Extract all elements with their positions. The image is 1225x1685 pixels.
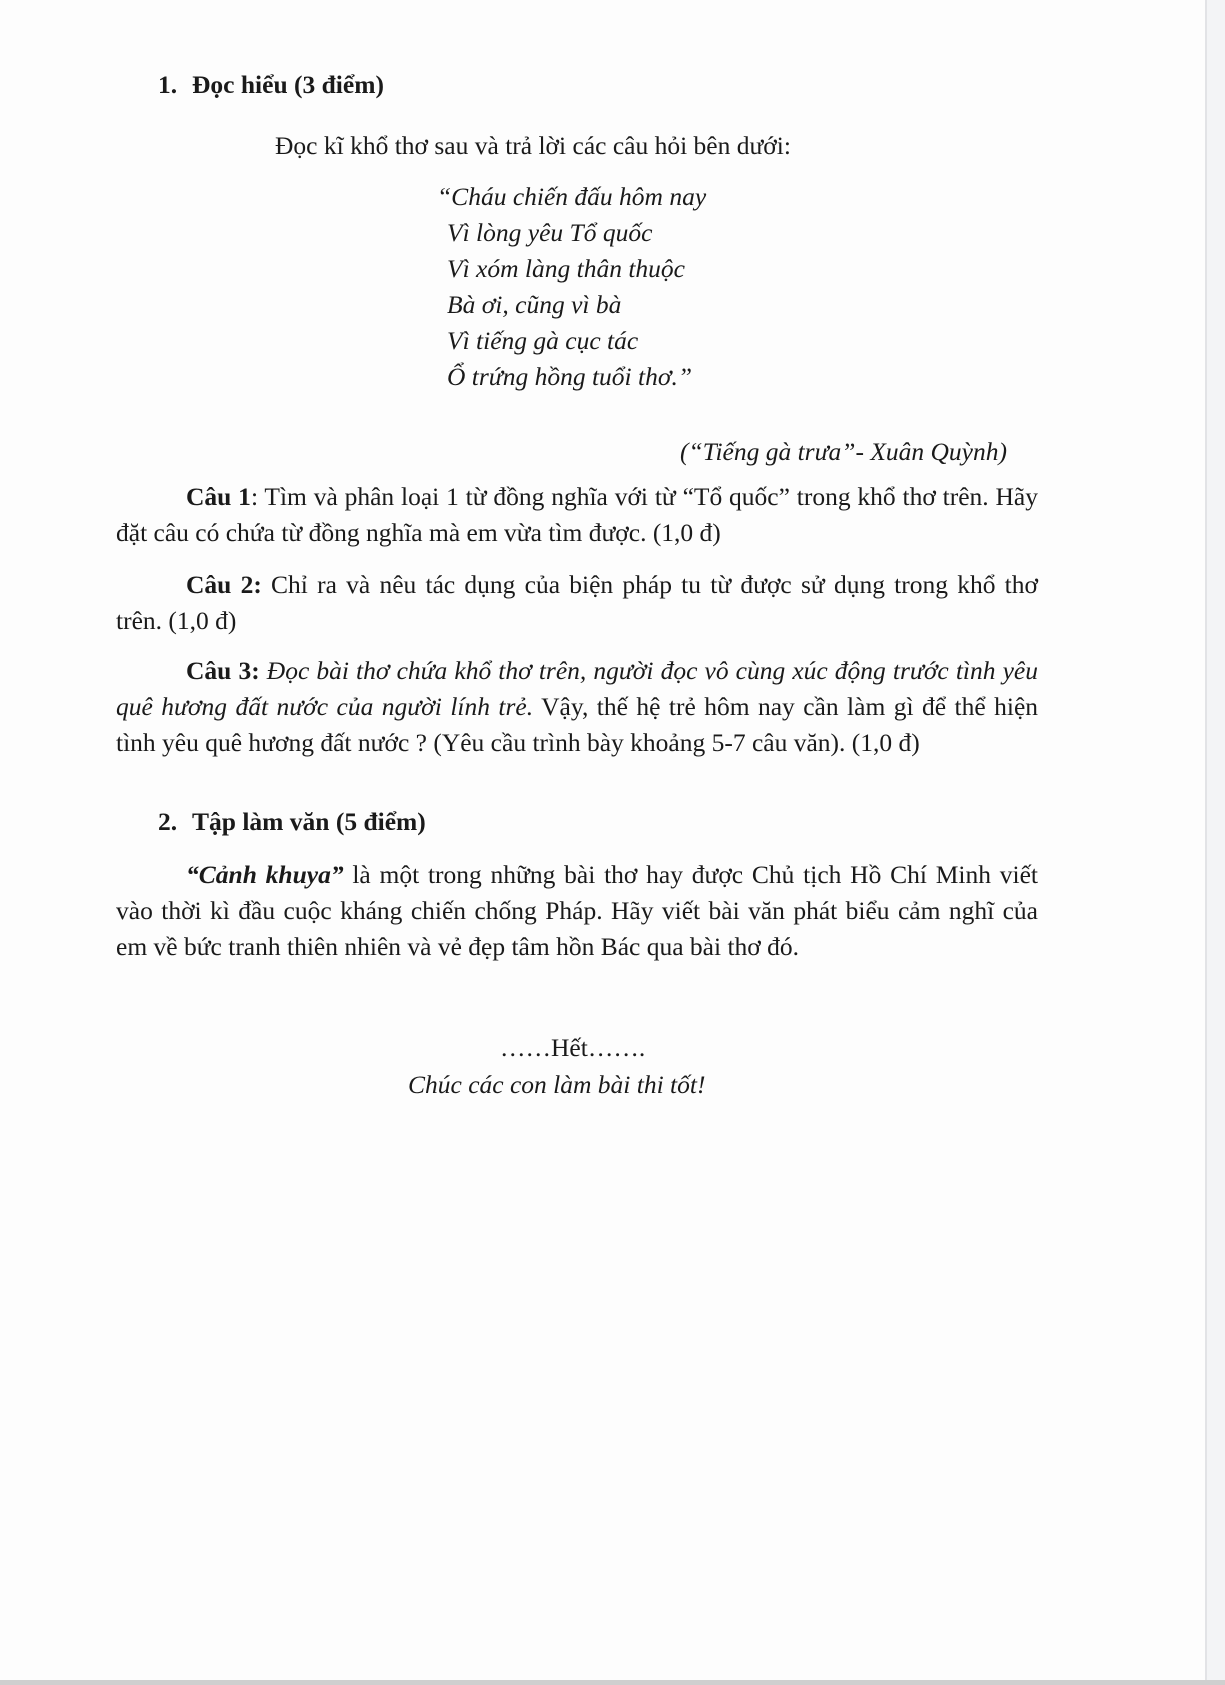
page-bottom-edge bbox=[0, 1680, 1225, 1685]
reading-instruction: Đọc kĩ khổ thơ sau và trả lời các câu hỏi bên dưới: bbox=[275, 131, 791, 160]
question-2-label: Câu 2: bbox=[186, 570, 262, 599]
poem-source: (“Tiếng gà trưa”- Xuân Quỳnh) bbox=[680, 437, 1007, 466]
section1-heading bbox=[158, 70, 384, 100]
question-1-text: : Tìm và phân loại 1 từ đồng nghĩa với từ “Tổ quốc” trong khổ thơ trên. Hãy đặt câu có chứa từ đồng nghĩa mà em vừa tìm được. (1,0 đ) bbox=[116, 482, 1038, 547]
section1-number: 1. bbox=[158, 70, 178, 99]
end-marker: ……Hết……. bbox=[500, 1033, 646, 1062]
question-2-text: Chỉ ra và nêu tác dụng của biện pháp tu từ được sử dụng trong khổ thơ trên. (1,0 đ) bbox=[116, 570, 1039, 635]
section2-title: Tập làm văn (5 điểm) bbox=[192, 807, 426, 836]
section1-title: Đọc hiểu (3 điểm) bbox=[192, 70, 384, 99]
question-3-text: Vậy, thế hệ trẻ hôm nay cần làm gì để thể hiện tình yêu quê hương đất nước ? (Yêu cầu trình bày khoảng 5-7 câu văn). (1,0 đ) bbox=[116, 691, 1039, 757]
question-3-italic: Đọc bài thơ chứa khổ thơ trên, người đọc vô cùng xúc động trước tình yêu quê hương đất nước của người lính trẻ. bbox=[116, 656, 1038, 721]
essay-prompt bbox=[116, 857, 1038, 964]
section2-number: 2. bbox=[158, 807, 178, 836]
question-1 bbox=[116, 479, 1038, 551]
closing-wish: Chúc các con làm bài thi tốt! bbox=[408, 1070, 706, 1099]
question-3-label: Câu 3: bbox=[186, 656, 260, 685]
poem-line-2: Vì lòng yêu Tổ quốc bbox=[447, 218, 653, 247]
essay-prompt-text: là một trong những bài thơ hay được Chủ tịch Hồ Chí Minh viết vào thời kì đầu cuộc kháng chiến chống Pháp. Hãy viết bài văn phát biểu cảm nghĩ của em về bức tranh thiên nhiên và vẻ đẹp tâm hồn Bác qua bài thơ đó. bbox=[116, 860, 1038, 961]
essay-poem-title: “Cảnh khuya” bbox=[186, 860, 344, 889]
poem-line-6: Ổ trứng hồng tuổi thơ.” bbox=[447, 362, 693, 391]
poem-line-5: Vì tiếng gà cục tác bbox=[447, 326, 639, 355]
section2-heading bbox=[158, 807, 426, 837]
poem-line-1: “Cháu chiến đấu hôm nay bbox=[437, 182, 707, 211]
question-1-label: Câu 1 bbox=[186, 482, 251, 511]
page-right-edge bbox=[1205, 0, 1225, 1685]
poem-line-3: Vì xóm làng thân thuộc bbox=[447, 254, 685, 283]
poem-line-4: Bà ơi, cũng vì bà bbox=[447, 290, 622, 319]
question-3 bbox=[116, 653, 1038, 760]
question-2 bbox=[116, 567, 1038, 639]
